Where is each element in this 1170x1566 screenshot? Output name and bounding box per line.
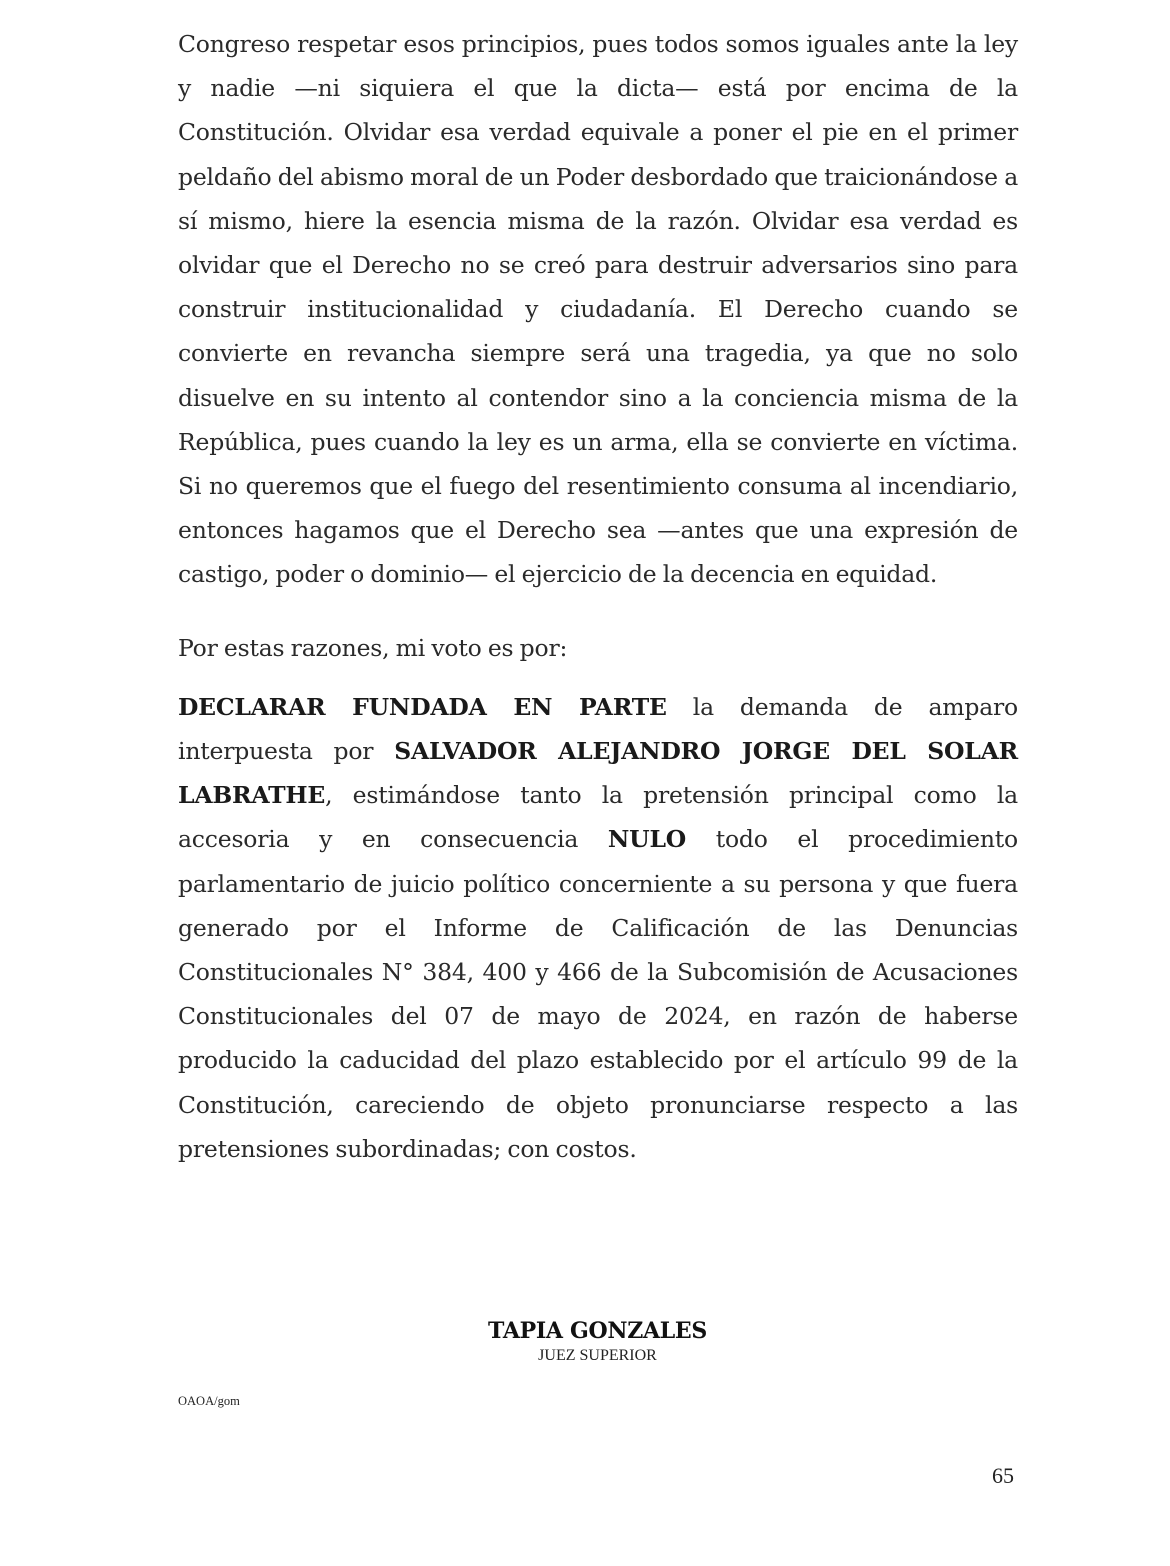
resolution-text-3: todo el procedimiento parlamentario de juicio político concerniente a su persona y que fuera generado por el Informe de Calificación de las Denuncias Constitucionales N° 384, 400 y 466 de la Subcomisión de Acusaciones Constitucionales del 07 de mayo de 2024, en razón de haberse producido la caducidad del plazo establecido por el artículo 99 de la Constitución, careciendo de objeto pronunciarse respecto a las pretensiones subordinadas; con costos.: [178, 825, 1018, 1163]
page-number: 65: [992, 1463, 1014, 1488]
plaintiff-name: SALVADOR ALEJANDRO JORGE DEL SOLAR LABRATHE: [178, 737, 1018, 810]
nullity-word: NULO: [607, 825, 687, 854]
reference-initials: OAOA/gom: [178, 1394, 240, 1408]
resolution-text-2: , estimándose tanto la pretensión principal como la accesoria y en consecuencia: [178, 781, 1018, 854]
resolution-declaration: DECLARAR FUNDADA EN PARTE: [178, 692, 667, 721]
paragraph-argument: Congreso respetar esos principios, pues todos somos iguales ante la ley y nadie —ni siquiera el que la dicta— está por encima de la Constitución. Olvidar esa verdad equivale a poner el pie en el primer peldaño del abismo moral de un Poder desbordado que traicionándose a sí mismo, hiere la esencia misma de la razón. Olvidar esa verdad es olvidar que el Derecho no se creó para destruir adversarios sino para construir institucionalidad y ciudadanía. El Derecho cuando se convierte en revancha siempre será una tragedia, ya que no solo disuelve en su intento al contendor sino a la conciencia misma de la República, pues cuando la ley es un arma, ella se convierte en víctima. Si no queremos que el fuego del resentimiento consuma al incendiario, entonces hagamos que el Derecho sea —antes que una expresión de castigo, poder o dominio— el ejercicio de la decencia en equidad.: [178, 30, 1018, 589]
judge-title: JUEZ SUPERIOR: [538, 1347, 657, 1364]
document-body: [178, 22, 1018, 1171]
paragraph-vote-intro: Por estas razones, mi voto es por:: [178, 633, 568, 662]
judge-name: TAPIA GONZALES: [488, 1318, 707, 1344]
resolution-text-1: la demanda de amparo interpuesta por: [178, 692, 1018, 766]
signature-block: [0, 1316, 1170, 1366]
paragraph-resolution: [178, 685, 1018, 1171]
